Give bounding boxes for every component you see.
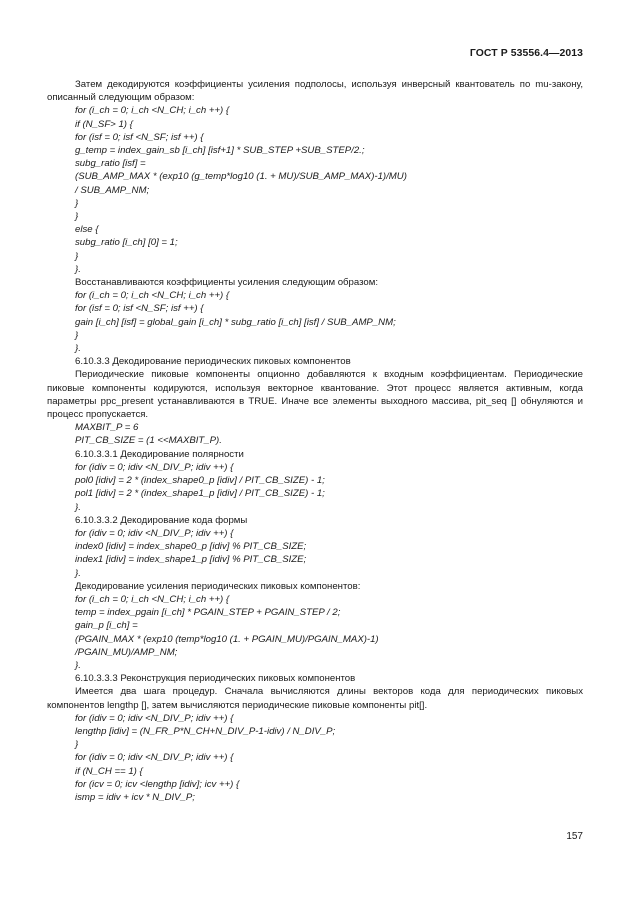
section-heading: 6.10.3.3 Декодирование периодических пиковых компонентов (75, 356, 351, 368)
code-line: if (N_SF> 1) { (75, 118, 133, 130)
code-line: PIT_CB_SIZE = (1 <<MAXBIT_P). (75, 435, 222, 447)
code-line: }. (75, 501, 81, 513)
paragraph: Затем декодируются коэффициенты усиления подполосы, используя инверсный квантователь по mu-закону, описанный следующим образом: (47, 79, 583, 104)
code-line: pol1 [idiv] = 2 * (index_shape1_p [idiv] / PIT_CB_SIZE) - 1; (75, 488, 325, 500)
paragraph: Имеется два шага процедур. Сначала вычисляются длины векторов кода для периодических пиковых компонентов lengthp [], затем вычисляются периодические пиковые компоненты pit[]. (47, 686, 583, 711)
code-line: temp = index_pgain [i_ch] * PGAIN_STEP + PGAIN_STEP / 2; (75, 607, 341, 619)
code-line: }. (75, 263, 81, 275)
code-line: }. (75, 567, 81, 579)
code-line: subg_ratio [isf] = (75, 158, 146, 170)
code-line: for (idiv = 0; idiv <N_DIV_P; idiv ++) { (75, 527, 234, 539)
code-line: /PGAIN_MU)/AMP_NM; (75, 646, 178, 658)
code-line: } (75, 739, 79, 751)
code-line: subg_ratio [i_ch] [0] = 1; (75, 237, 178, 249)
code-line: for (i_ch = 0; i_ch <N_CH; i_ch ++) { (75, 593, 230, 605)
code-line: for (isf = 0; isf <N_SF; isf ++) { (75, 303, 204, 315)
code-line: gain [i_ch] [isf] = global_gain [i_ch] * subg_ratio [i_ch] [isf] / SUB_AMP_NM; (75, 316, 396, 328)
section-heading: 6.10.3.3.2 Декодирование кода формы (75, 514, 248, 526)
code-line: (PGAIN_MAX * (exp10 (temp*log10 (1. + PGAIN_MU)/PGAIN_MAX)-1) (75, 633, 379, 645)
code-line: if (N_CH == 1) { (75, 765, 143, 777)
paragraph: Периодические пиковые компоненты опционно добавляются к входным коэффициентам. Периодические пиковые компоненты кодируются, используя векторное квантование. Этот процесс является активным, когда параметры ppc_present устанавливаются в TRUE. Иначе все элементы выходного массива, pit_seq [] обнуляются и процесс пропускается. (47, 369, 583, 421)
code-line: for (isf = 0; isf <N_SF; isf ++) { (75, 131, 204, 143)
document-body (47, 78, 583, 804)
code-line: pol0 [idiv] = 2 * (index_shape0_p [idiv] / PIT_CB_SIZE) - 1; (75, 475, 325, 487)
code-line: } (75, 211, 79, 223)
code-line: for (idiv = 0; idiv <N_DIV_P; idiv ++) { (75, 712, 234, 724)
code-line: else { (75, 224, 99, 236)
text-line: Восстанавливаются коэффициенты усиления следующим образом: (75, 277, 378, 289)
code-line: } (75, 197, 79, 209)
text-line: Декодирование усиления периодических пиковых компонентов: (75, 580, 361, 592)
code-line: ismp = idiv + icv * N_DIV_P; (75, 791, 195, 803)
code-line: for (idiv = 0; idiv <N_DIV_P; idiv ++) { (75, 461, 234, 473)
code-line: }. (75, 659, 81, 671)
code-line: lengthp [idiv] = (N_FR_P*N_CH+N_DIV_P-1-idiv) / N_DIV_P; (75, 725, 336, 737)
code-line: index0 [idiv] = index_shape0_p [idiv] % PIT_CB_SIZE; (75, 541, 307, 553)
page-number: 157 (566, 831, 583, 842)
code-line: for (idiv = 0; idiv <N_DIV_P; idiv ++) { (75, 752, 234, 764)
code-line: } (75, 329, 79, 341)
section-heading: 6.10.3.3.1 Декодирование полярности (75, 448, 244, 460)
code-line: index1 [idiv] = index_shape1_p [idiv] % PIT_CB_SIZE; (75, 554, 307, 566)
code-line: for (icv = 0; icv <lengthp [idiv]; icv ++) { (75, 778, 240, 790)
code-line: for (i_ch = 0; i_ch <N_CH; i_ch ++) { (75, 105, 230, 117)
code-line: gain_p [i_ch] = (75, 620, 138, 632)
code-line: g_temp = index_gain_sb [i_ch] [isf+1] * SUB_STEP +SUB_STEP/2.; (75, 145, 365, 157)
code-line: MAXBIT_P = 6 (75, 422, 139, 434)
code-line: / SUB_AMP_NM; (75, 184, 150, 196)
code-line: }. (75, 343, 81, 355)
section-heading: 6.10.3.3.3 Реконструкция периодических пиковых компонентов (75, 673, 356, 685)
code-line: (SUB_AMP_MAX * (exp10 (g_temp*log10 (1. + MU)/SUB_AMP_MAX)-1)/MU) (75, 171, 407, 183)
document-header: ГОСТ Р 53556.4—2013 (469, 48, 583, 59)
code-line: } (75, 250, 79, 262)
code-line: for (i_ch = 0; i_ch <N_CH; i_ch ++) { (75, 290, 230, 302)
